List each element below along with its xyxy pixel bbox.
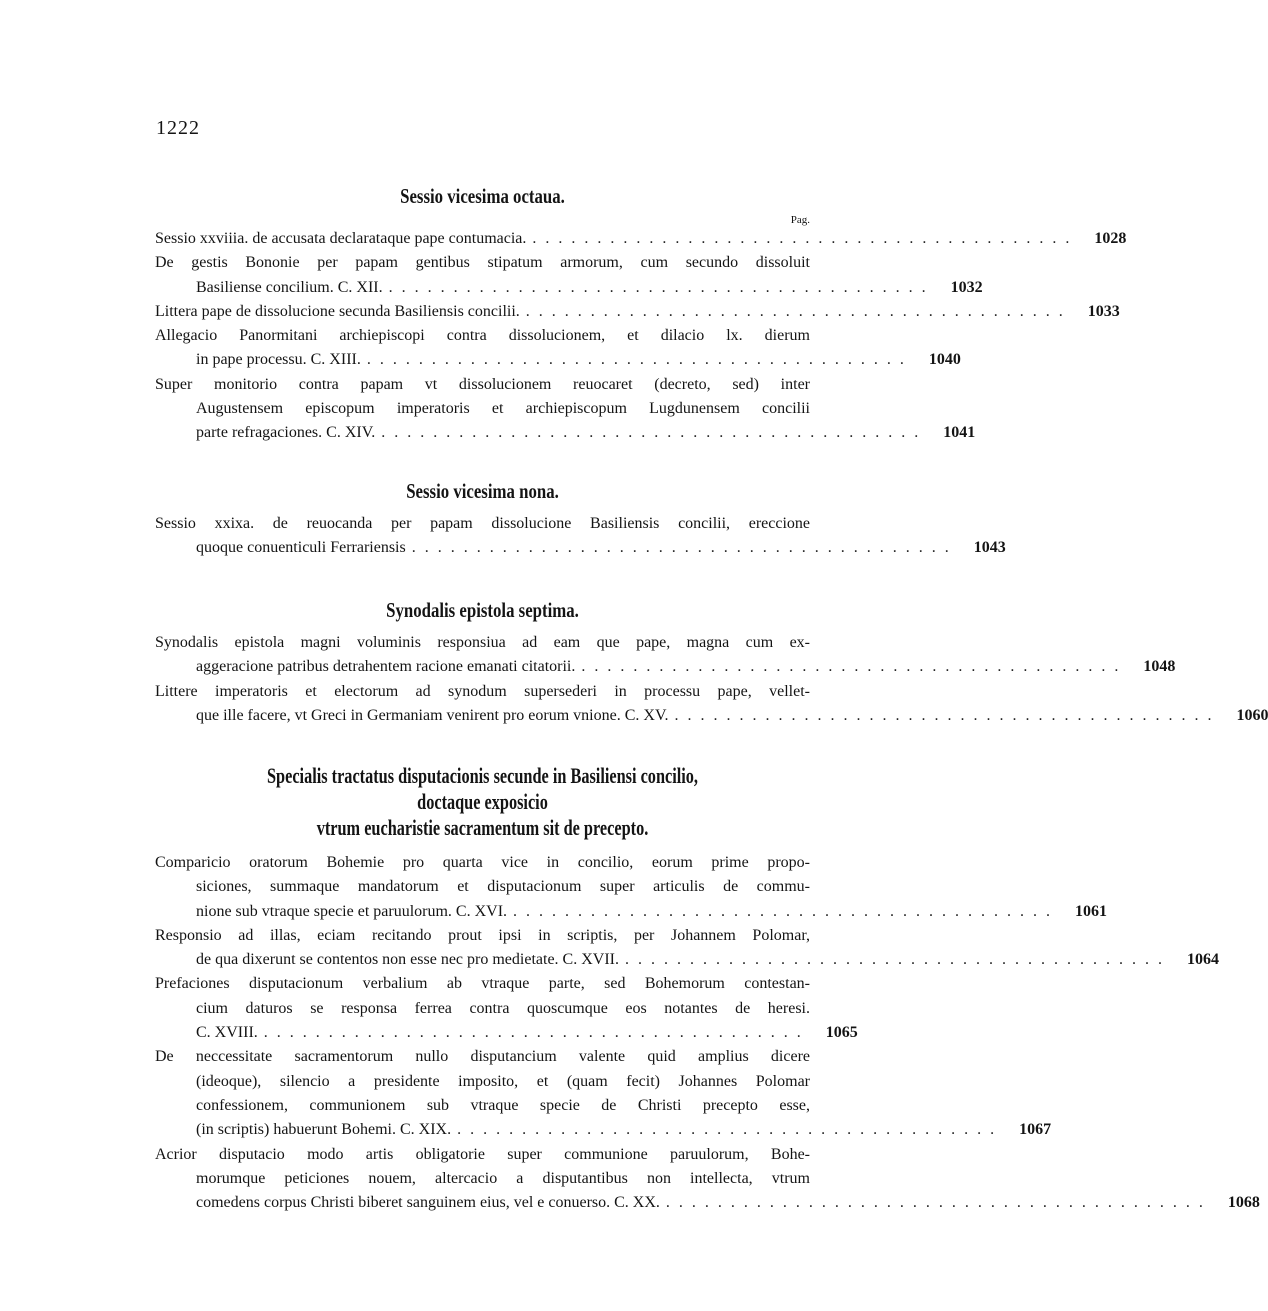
section-title: Specialis tractatus disputacionis secunde in Basiliensi concilio, doctaque exposicio (266, 763, 699, 814)
entry-text: Synodalis epistola magni voluminis responsiua ad eam que pape, magna cum ex- (155, 634, 810, 651)
entry-page: 1061 (1075, 902, 1108, 920)
entry-page: 1067 (1019, 1121, 1052, 1139)
pag-column-label: Pag. (790, 214, 810, 226)
entry-text: (in scriptis) habuerunt Bohemi. C. XIX. (196, 1121, 452, 1139)
entry-text: nione sub vtraque specie et paruulorum. C. XVI. (196, 902, 508, 920)
section-subtitle: vtrum eucharistie sacramentum sit de precepto. (316, 815, 649, 840)
toc-entry: Allegacio Panormitani archiepiscopi contra dissolucionem, et dilacio lx. dierum in pape processu. C. XIII. .......................................... 1040 (155, 324, 810, 373)
section-title: Synodalis epistola septima. (386, 598, 579, 622)
section-synodalis (155, 597, 1268, 728)
entry-page: 1028 (1094, 230, 1127, 247)
entry-text: que ille facere, vt Greci in Germaniam venirent pro eorum vnione. C. XV. (196, 706, 669, 724)
entry-text: Sessio xxviiia. de accusata declarataque pape contumacia. (155, 230, 527, 247)
entry-page: 1068 (1227, 1194, 1260, 1212)
entry-text: quoque conuenticuli Ferrariensis (196, 539, 406, 557)
entry-text: Acrior disputacio modo artis obligatorie super communione paruulorum, Bohe- (155, 1145, 810, 1163)
entry-text: (ideoque), silencio a presidente imposito, et (quam fecit) Johannes Polomar (196, 1072, 810, 1090)
entry-text: Basiliense concilium. C. XII. (196, 278, 383, 296)
section-specialis-tractatus (155, 763, 1260, 1215)
toc-entry: Prefaciones disputacionum verbalium ab vtraque parte, sed Bohemorum contestan- cium daturos se responsa ferrea contra quoscumque eos notantes de heresi. C. XVIII. .......................................... 1065 (155, 972, 810, 1045)
toc-entry: Littera pape de dissolucione secunda Basiliensis concilii. .......................................... 1033 (155, 300, 810, 324)
entry-text: morumque peticiones nouem, altercacio a disputantibus non intellecta, vtrum (196, 1169, 810, 1187)
toc-entry: Responsio ad illas, eciam recitando prout ipsi in scriptis, per Johannem Polomar, de qua dixerunt se contentos non esse nec pro medietate. C. XVII. .......................................... 1064 (155, 924, 810, 973)
entry-text: Littere imperatoris et electorum ad synodum supersederi in processu pape, vellet- (155, 682, 810, 700)
toc-entry: Acrior disputacio modo artis obligatorie super communione paruulorum, Bohe- morumque peticiones nouem, altercacio a disputantibus non intellecta, vtrum comedens corpus Christi biberet sanguinem eius, vel e conuerso. C. XX. .......................................... 1068 (155, 1143, 810, 1216)
toc-entry: De gestis Bononie per papam gentibus stipatum armorum, cum secundo dissoluit Basiliense concilium. C. XII. .......................................... 1032 (155, 251, 810, 300)
section-sessio-29 (155, 478, 1006, 561)
toc-entry: Littere imperatoris et electorum ad synodum supersederi in processu pape, vellet- que ille facere, vt Greci in Germaniam venirent pro eorum vnione. C. XV. .......................................... 1060 (155, 680, 810, 729)
entry-page: 1040 (928, 351, 961, 369)
entry-page: 1064 (1186, 951, 1219, 969)
entry-text: aggeracione patribus detrahentem racione emanati citatorii. (196, 658, 576, 676)
entry-text: Prefaciones disputacionum verbalium ab vtraque parte, sed Bohemorum contestan- (155, 975, 810, 993)
entry-text: Littera pape de dissolucione secunda Basiliensis concilii. (155, 302, 520, 320)
entry-text: C. XVIII. (196, 1024, 258, 1042)
entry-text: cium daturos se responsa ferrea contra quoscumque eos notantes de heresi. (196, 999, 810, 1017)
toc-entry: De neccessitate sacramentorum nullo disputancium valente quid amplius dicere (ideoque), silencio a presidente imposito, et (quam fecit) Johannes Polomar confessionem, communionem sub vtraque specie de Christi precepto esse, (in scriptis) habuerunt Bohemi. C. XIX. .......................................... 1067 (155, 1045, 810, 1142)
entry-text: Responsio ad illas, eciam recitando prout ipsi in scriptis, per Johannem Polomar, (155, 926, 810, 944)
toc-entry: Super monitorio contra papam vt dissolucionem reuocaret (decreto, sed) inter Augustensem episcopum imperatoris et archiepiscopum Lugdunensem concilii parte refragaciones. C. XIV. .......................................... 1041 (155, 373, 810, 446)
entry-text: in pape processu. C. XIII. (196, 351, 361, 369)
entry-page: 1032 (950, 278, 983, 296)
page-number: 1222 (156, 117, 200, 139)
entry-page: 1041 (943, 424, 976, 442)
entry-page: 1043 (973, 539, 1006, 557)
entry-text: De neccessitate sacramentorum nullo disputancium valente quid amplius dicere (155, 1048, 810, 1066)
entry-text: confessionem, communionem sub vtraque specie de Christi precepto esse, (196, 1096, 810, 1114)
entry-page: 1060 (1236, 706, 1268, 724)
section-title: Sessio vicesima octaua. (400, 184, 565, 208)
toc-entry: Comparicio oratorum Bohemie pro quarta vice in concilio, eorum prime propo- siciones, summaque mandatorum et disputacionum super articulis de commu- nione sub vtraque specie et paruulorum. C. XVI. .......................................... 1061 (155, 851, 810, 924)
entry-text: Sessio xxixa. de reuocanda per papam dissolucione Basiliensis concilii, ereccione (155, 515, 810, 532)
entry-text: Allegacio Panormitani archiepiscopi contra dissolucionem, et dilacio lx. dierum (155, 327, 810, 345)
entry-text: parte refragaciones. C. XIV. (196, 424, 376, 442)
entry-text: siciones, summaque mandatorum et disputacionum super articulis de commu- (196, 878, 810, 896)
entry-text: Comparicio oratorum Bohemie pro quarta vice in concilio, eorum prime propo- (155, 854, 810, 871)
entry-text: de qua dixerunt se contentos non esse nec pro medietate. C. XVII. (196, 951, 619, 969)
entry-page: 1065 (825, 1024, 858, 1042)
entry-page: 1048 (1143, 658, 1176, 676)
entry-text: De gestis Bononie per papam gentibus stipatum armorum, cum secundo dissoluit (155, 254, 810, 272)
toc-entry: Sessio xxixa. de reuocanda per papam dissolucione Basiliensis concilii, ereccione quoque conuenticuli Ferrariensis .......................................... 1043 (155, 512, 810, 561)
entry-text: comedens corpus Christi biberet sanguinem eius, vel e conuerso. C. XX. (196, 1194, 660, 1212)
entry-text: Super monitorio contra papam vt dissolucionem reuocaret (decreto, sed) inter (155, 375, 810, 393)
entry-text: Augustensem episcopum imperatoris et archiepiscopum Lugdunensem concilii (196, 400, 810, 418)
entry-page: 1033 (1087, 302, 1120, 320)
section-title: Sessio vicesima nona. (406, 479, 559, 503)
section-sessio-28 (155, 183, 1127, 446)
toc-entry: Sessio xxviiia. de accusata declarataque pape contumacia. .......................................... 1028 (155, 227, 810, 251)
toc-entry: Synodalis epistola magni voluminis responsiua ad eam que pape, magna cum ex- aggeracione patribus detrahentem racione emanati citatorii. .......................................... 1048 (155, 631, 810, 680)
